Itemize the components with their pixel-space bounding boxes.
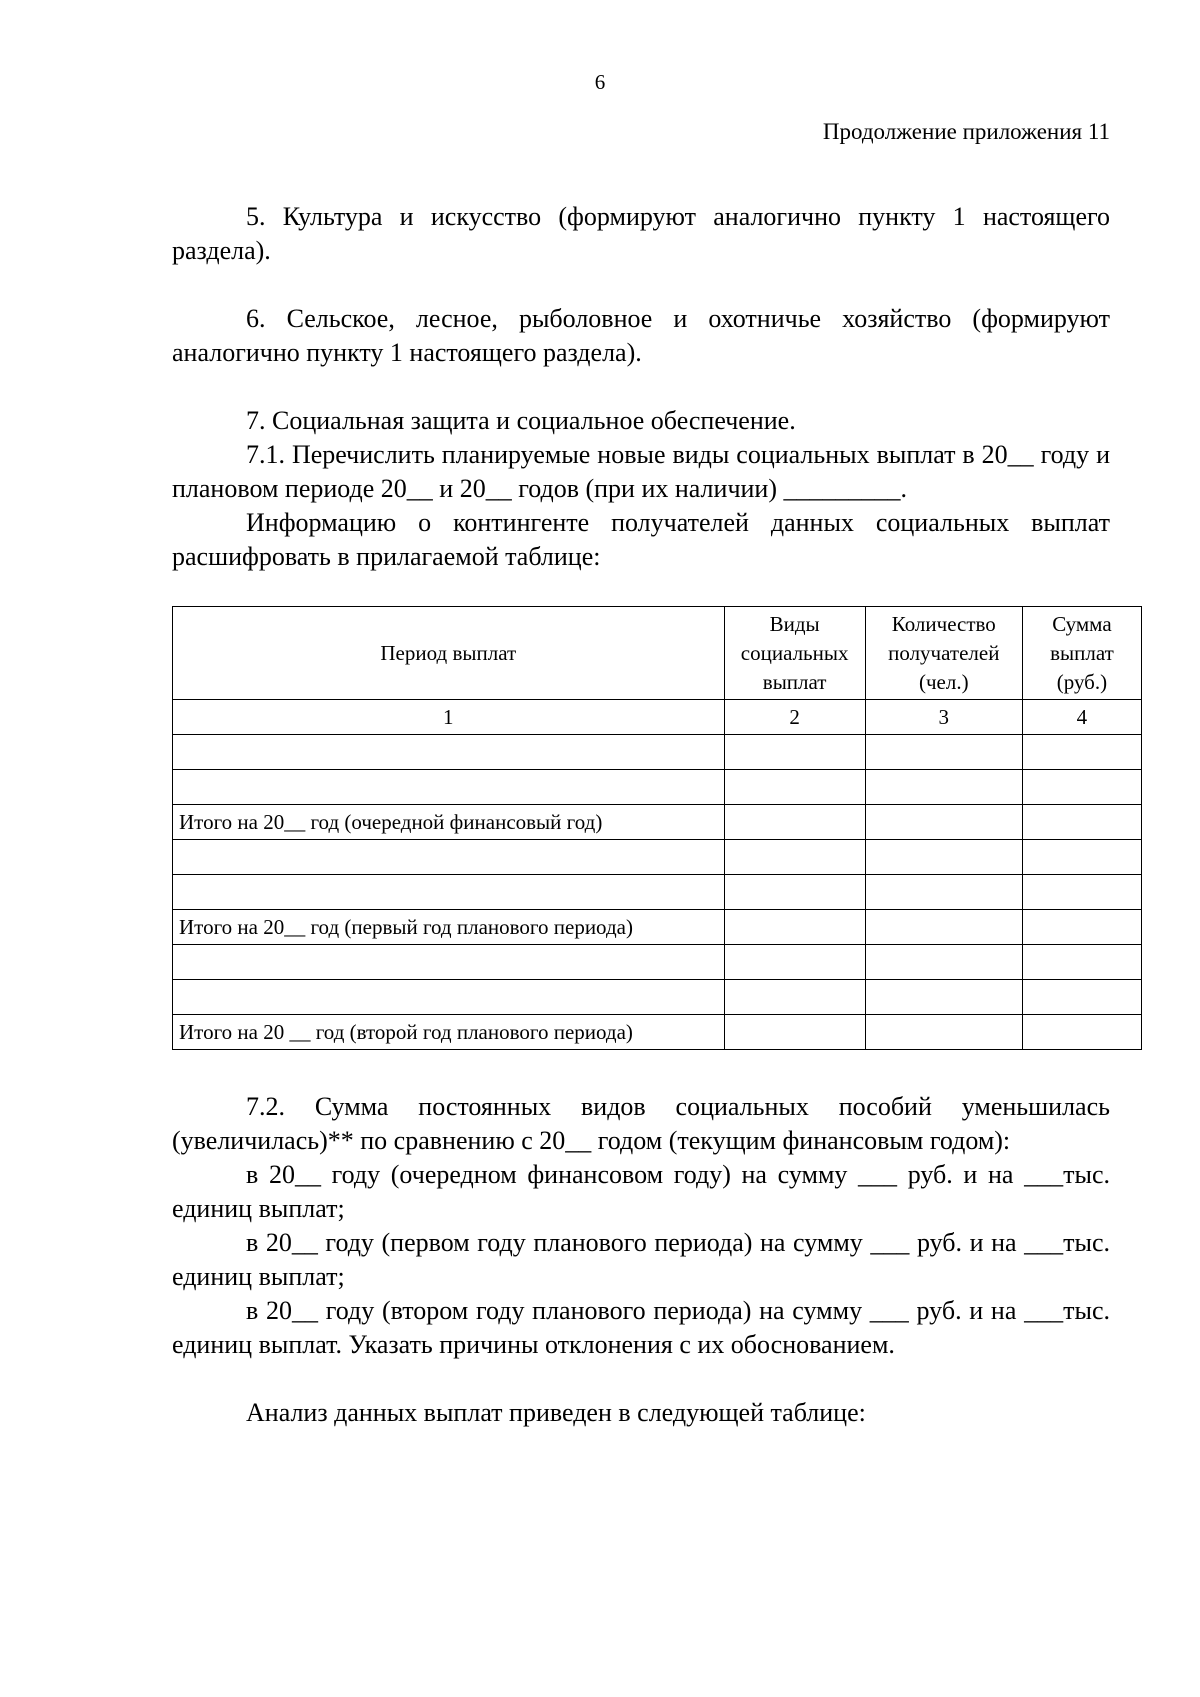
table-cell: [1022, 805, 1141, 840]
table-cell: [173, 735, 725, 770]
table-row: [173, 980, 1142, 1015]
header-period: Период выплат: [173, 607, 725, 700]
table-cell: [724, 980, 865, 1015]
header-payout-sum: Сумма выплат (руб.): [1022, 607, 1141, 700]
column-number: 3: [865, 700, 1022, 735]
table-cell: [865, 840, 1022, 875]
table-cell: [865, 910, 1022, 945]
column-number: 2: [724, 700, 865, 735]
table-cell: [865, 945, 1022, 980]
section-7-1-paragraph: 7.1. Перечислить планируемые новые виды социальных выплат в 20__ году и плановом периоде 20__ и 20__ годов (при их наличии) _________.: [172, 440, 1110, 503]
appendix-continuation-note: Продолжение приложения 11: [822, 119, 1110, 144]
table-cell: [724, 1015, 865, 1050]
table-row: [173, 770, 1142, 805]
page-number: 6: [594, 70, 606, 94]
table-header-row: [173, 607, 1142, 700]
section-7-2-line-3: в 20__ году (втором году планового периода) на сумму ___ руб. и на ___тыс. единиц выплат. Указать причины отклонения с их обоснованием.: [172, 1296, 1110, 1359]
table-cell: [173, 770, 725, 805]
table-cell: [1022, 875, 1141, 910]
analysis-intro: Анализ данных выплат приведен в следующей таблице:: [246, 1398, 866, 1427]
table-cell: [865, 875, 1022, 910]
header-payout-types: Виды социальных выплат: [724, 607, 865, 700]
table-cell: [865, 735, 1022, 770]
section-5-paragraph: 5. Культура и искусство (формируют аналогично пункту 1 настоящего раздела).: [172, 202, 1110, 265]
header-recipient-count: Количество получателей (чел.): [865, 607, 1022, 700]
total-label: Итого на 20__ год (первый год планового периода): [173, 910, 725, 945]
table-cell: [724, 840, 865, 875]
table-cell: [173, 875, 725, 910]
section-7-2-line-1: в 20__ году (очередном финансовом году) на сумму ___ руб. и на ___тыс. единиц выплат;: [172, 1160, 1110, 1223]
table-cell: [1022, 945, 1141, 980]
table-cell: [724, 945, 865, 980]
section-7-2-intro: 7.2. Сумма постоянных видов социальных пособий уменьшилась (увеличилась)** по сравнению с 20__ годом (текущим финансовым годом):: [172, 1092, 1110, 1155]
table-cell: [1022, 1015, 1141, 1050]
table-cell: [173, 840, 725, 875]
column-number: 1: [173, 700, 725, 735]
table-cell: [865, 980, 1022, 1015]
table-cell: [173, 980, 725, 1015]
table-cell: [724, 875, 865, 910]
table-cell: [173, 945, 725, 980]
table-row: [173, 945, 1142, 980]
section-7-1-info-paragraph: Информацию о контингенте получателей данных социальных выплат расшифровать в прилагаемой таблице:: [172, 508, 1110, 571]
section-7-title: 7. Социальная защита и социальное обеспечение.: [246, 406, 796, 435]
column-number-row: [173, 700, 1142, 735]
section-7-2-line-2: в 20__ году (первом году планового периода) на сумму ___ руб. и на ___тыс. единиц выплат;: [172, 1228, 1110, 1291]
table-cell: [724, 735, 865, 770]
section-6-paragraph: 6. Сельское, лесное, рыболовное и охотничье хозяйство (формируют аналогично пункту 1 настоящего раздела).: [172, 304, 1110, 367]
table-cell: [724, 910, 865, 945]
recipients-table: [172, 606, 1142, 1050]
table-cell: [1022, 980, 1141, 1015]
table-cell: [724, 770, 865, 805]
table-cell: [1022, 770, 1141, 805]
column-number: 4: [1022, 700, 1141, 735]
table-cell: [865, 805, 1022, 840]
table-cell: [1022, 840, 1141, 875]
total-row-plan-year-2: [173, 1015, 1142, 1050]
table-row: [173, 840, 1142, 875]
total-label: Итого на 20__ год (очередной финансовый год): [173, 805, 725, 840]
total-row-plan-year-1: [173, 910, 1142, 945]
table-cell: [865, 770, 1022, 805]
total-label: Итого на 20 __ год (второй год планового периода): [173, 1015, 725, 1050]
table-cell: [865, 1015, 1022, 1050]
total-row-next-year: [173, 805, 1142, 840]
document-body: [172, 200, 1114, 1430]
table-row: [173, 875, 1142, 910]
table-row: [173, 735, 1142, 770]
table-cell: [724, 805, 865, 840]
table-cell: [1022, 735, 1141, 770]
table-cell: [1022, 910, 1141, 945]
